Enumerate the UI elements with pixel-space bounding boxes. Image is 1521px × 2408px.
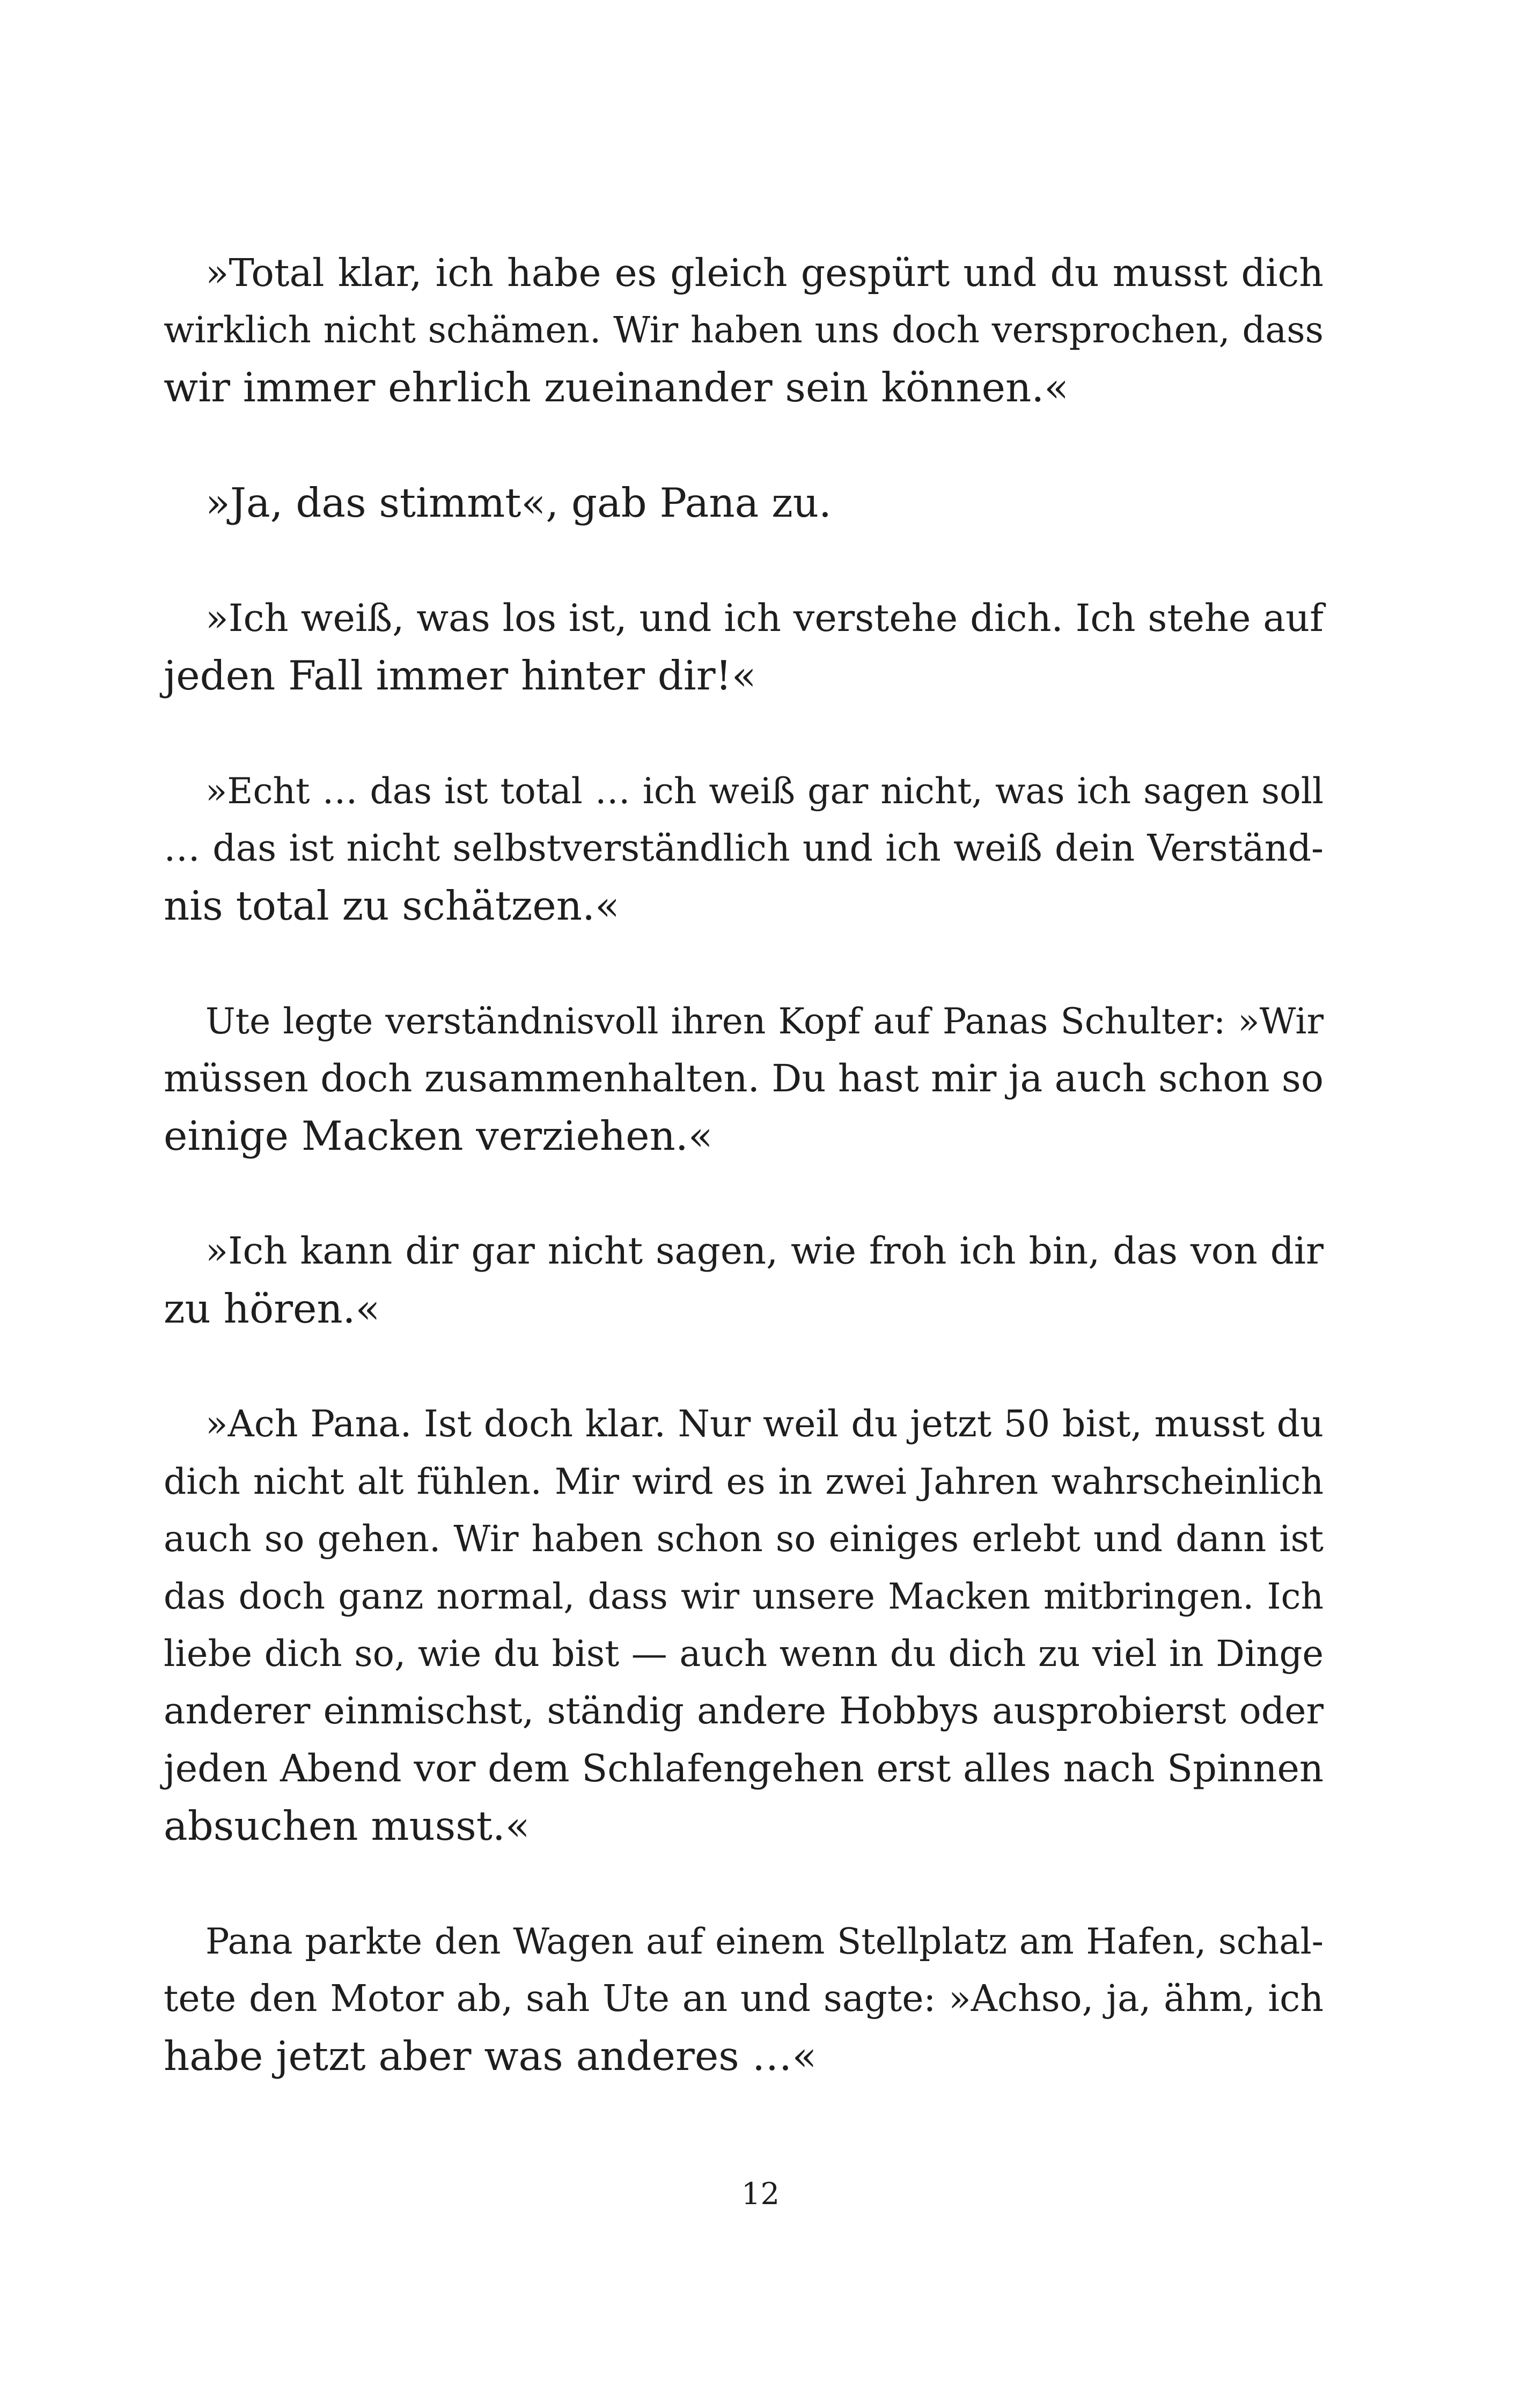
text-line: jeden Abend vor dem Schlafengehen erst alles nach Spinnen [164,1746,1324,1790]
text-line: das doch ganz normal, dass wir unsere Macken mitbringen. Ich [164,1576,1324,1617]
text-line: »Echt … das ist total … ich weiß gar nicht, was ich sagen soll [205,770,1324,812]
text-line: anderer einmischst, ständig andere Hobbys ausprobierst oder [164,1690,1324,1732]
text-line: »Ja, das stimmt«, gab Pana zu. [205,479,832,526]
text-line: »Ach Pana. Ist doch klar. Nur weil du jetzt 50 bist, musst du [205,1403,1324,1445]
page-number: 12 [741,2177,780,2212]
text-line: auch so gehen. Wir haben schon so einiges erlebt und dann ist [164,1518,1324,1560]
text-line: zu hören.« [164,1285,380,1332]
paragraph-6 [164,1223,1324,1338]
text-line: tete den Motor ab, sah Ute an und sagte: »Achso, ja, ähm, ich [164,1978,1324,2020]
text-line: … das ist nicht selbstverständlich und ich weiß dein Verständ- [164,827,1324,870]
text-line: wir immer ehrlich zueinander sein können.« [164,364,1069,411]
text-line: »Ich kann dir gar nicht sagen, wie froh ich bin, das von dir [205,1230,1324,1273]
text-line: dich nicht alt fühlen. Mir wird es in zwei Jahren wahrscheinlich [164,1461,1324,1502]
text-line: Pana parkte den Wagen auf einem Stellplatz am Hafen, schal- [205,1921,1324,1962]
text-line: »Total klar, ich habe es gleich gespürt und du musst dich [205,251,1324,295]
body-text [164,244,1324,2143]
text-line: jeden Fall immer hinter dir!« [164,652,756,699]
text-line: Ute legte verständnisvoll ihren Kopf auf Panas Schulter: »Wir [205,1001,1324,1042]
paragraph-7 [164,1396,1324,1855]
text-line: wirklich nicht schämen. Wir haben uns doch versprochen, dass [164,309,1324,351]
text-line: liebe dich so, wie du bist — auch wenn du dich zu viel in Dinge [164,1633,1324,1675]
paragraph-4 [164,762,1324,935]
text-line: absuchen musst.« [164,1802,530,1849]
paragraph-2 [164,474,1324,532]
paragraph-3 [164,590,1324,704]
paragraph-8 [164,1913,1324,2085]
text-line: müssen doch zusammenhalten. Du hast mir ja auch schon so [164,1056,1324,1100]
text-line: habe jetzt aber was anderes …« [164,2032,817,2080]
paragraph-1 [164,244,1324,416]
text-line: »Ich weiß, was los ist, und ich verstehe dich. Ich stehe auf [205,596,1324,640]
paragraph-5 [164,993,1324,1165]
text-line: nis total zu schätzen.« [164,882,620,929]
text-line: einige Macken verziehen.« [164,1112,713,1159]
